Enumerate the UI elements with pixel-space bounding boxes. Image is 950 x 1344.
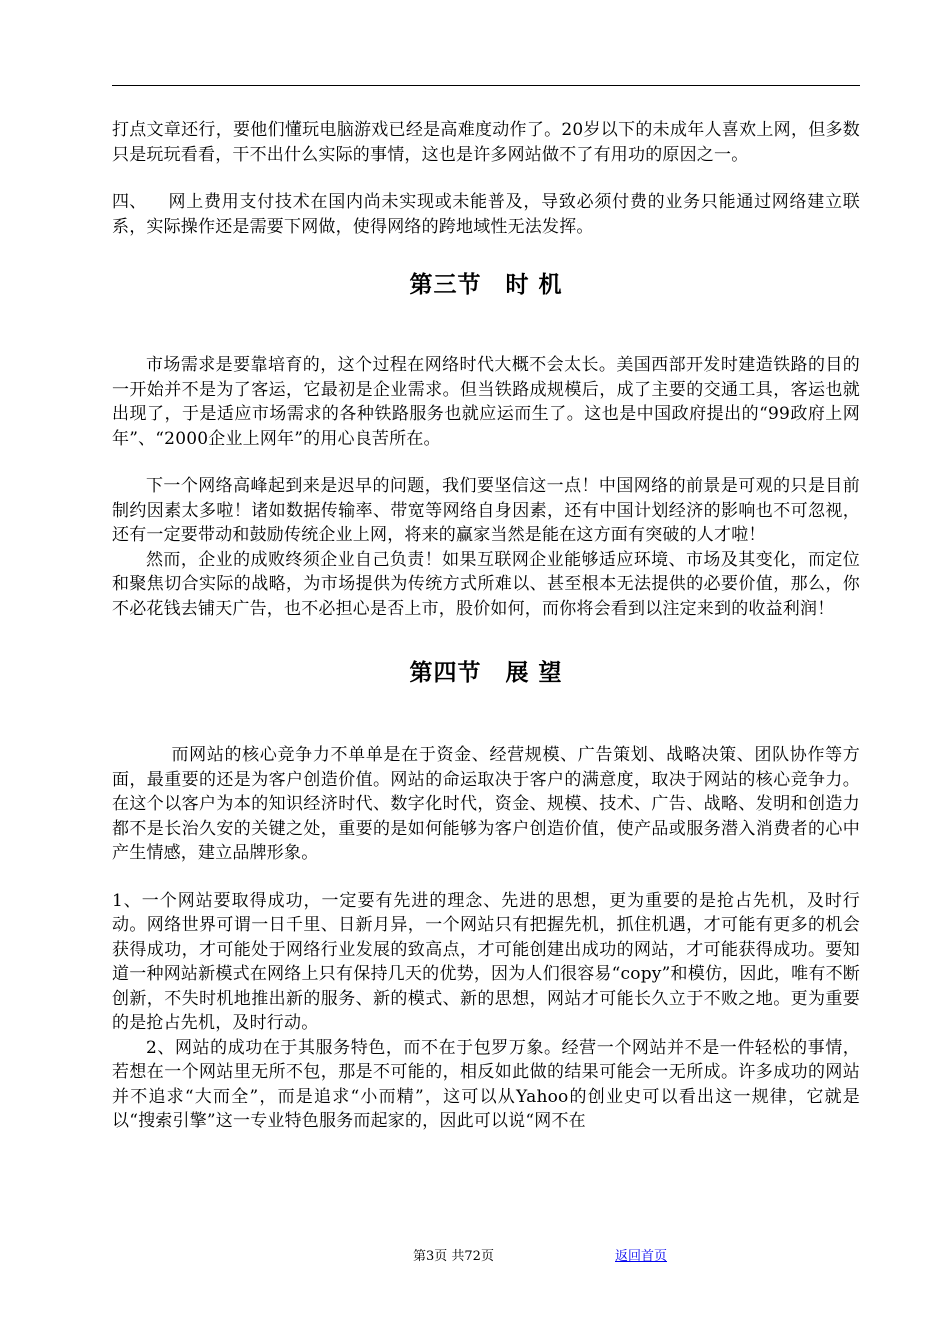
paragraph-market-demand: 市场需求是要靠培育的，这个过程在网络时代大概不会太长。美国西部开发时建造铁路的目的一开始并不是为了客运，它最初是企业需求。但当铁路成规模后，成了主要的交通工具，客运也就出现了，于是适应市场需求的各种铁路服务也就应运而生了。这也是中国政府提出的“99政府上网年”、“2000企业上网年”的用心良苦所在。 — [112, 355, 860, 449]
page-counter: 第3页 共72页 — [413, 1249, 494, 1264]
paragraph-point-four — [112, 190, 860, 239]
paragraph-continued: 打点文章还行，要他们懂玩电脑游戏已经是高难度动作了。20岁以下的未成年人喜欢上网，但多数只是玩玩看看，干不出什么实际的事情，这也是许多网站做不了有用功的原因之一。 — [112, 120, 860, 165]
point-number: 四、 — [112, 192, 147, 212]
paragraph-item-2: 2、网站的成功在于其服务特色，而不在于包罗万象。经营一个网站并不是一件轻松的事情，若想在一个网站里无所不包，那是不可能的，相反如此做的结果可能会一无所成。许多成功的网站并不追求“大而全”，而是追求“小而精”，这可以从Yahoo的创业史可以看出这一规律，它就是以“搜索引擎”这一专业特色服务而起家的，因此可以说“网不在 — [112, 1037, 860, 1131]
paragraph-next-peak: 下一个网络高峰起到来是迟早的问题，我们要坚信这一点！中国网络的前景是可观的只是目前制约因素太多啦！诸如数据传输率、带宽等网络自身因素，还有中国计划经济的影响也不可忽视，还有一定要带动和鼓励传统企业上网，将来的赢家当然是能在这方面有突破的人才啦！ — [112, 476, 860, 545]
section-heading-4: 第四节 展 望 — [409, 660, 563, 686]
header-rule — [112, 85, 860, 86]
paragraph-core-competence: 而网站的核心竞争力不单单是在于资金、经营规模、广告策划、战略决策、团队协作等方面，最重要的还是为客户创造价值。网站的命运取决于客户的满意度，取决于网站的核心竞争力。在这个以客户为本的知识经济时代、数字化时代，资金、规模、技术、广告、战略、发明和创造力都不是长治久安的关键之处，重要的是如何能够为客户创造价值，使产品或服务潜入消费者的心中产生情感，建立品牌形象。 — [112, 745, 860, 863]
document-body — [112, 118, 860, 1134]
point-text: 网上费用支付技术在国内尚未实现或未能普及，导致必须付费的业务只能通过网络建立联系，实际操作还是需要下网做，使得网络的跨地域性无法发挥。 — [112, 192, 860, 237]
paragraph-item-1: 1、一个网站要取得成功，一定要有先进的理念、先进的思想，更为重要的是抢占先机，及时行动。网络世界可谓一日千里、日新月异，一个网站只有把握先机，抓住机遇，才可能有更多的机会获得成功，才可能处于网络行业发展的致高点，才可能创建出成功的网站，才可能获得成功。要知道一种网站新模式在网络上只有保持几天的优势，因为人们很容易“copy”和模仿，因此，唯有不断创新，不失时机地推出新的服务、新的模式、新的思想，网站才可能长久立于不败之地。更为重要的是抢占先机，及时行动。 — [112, 890, 860, 1033]
return-home-link[interactable]: 返回首页 — [615, 1249, 668, 1264]
paragraph-enterprise-responsibility: 然而，企业的成败终须企业自己负责！如果互联网企业能够适应环境、市场及其变化，而定位和聚焦切合实际的战略，为市场提供为传统方式所难以、甚至根本无法提供的必要价值，那么，你不必花钱去铺天广告，也不必担心是否上市，股价如何，而你将会看到以注定来到的收益利润！ — [112, 549, 860, 619]
page-footer — [0, 1247, 950, 1267]
section-heading-3: 第三节 时 机 — [409, 272, 563, 298]
